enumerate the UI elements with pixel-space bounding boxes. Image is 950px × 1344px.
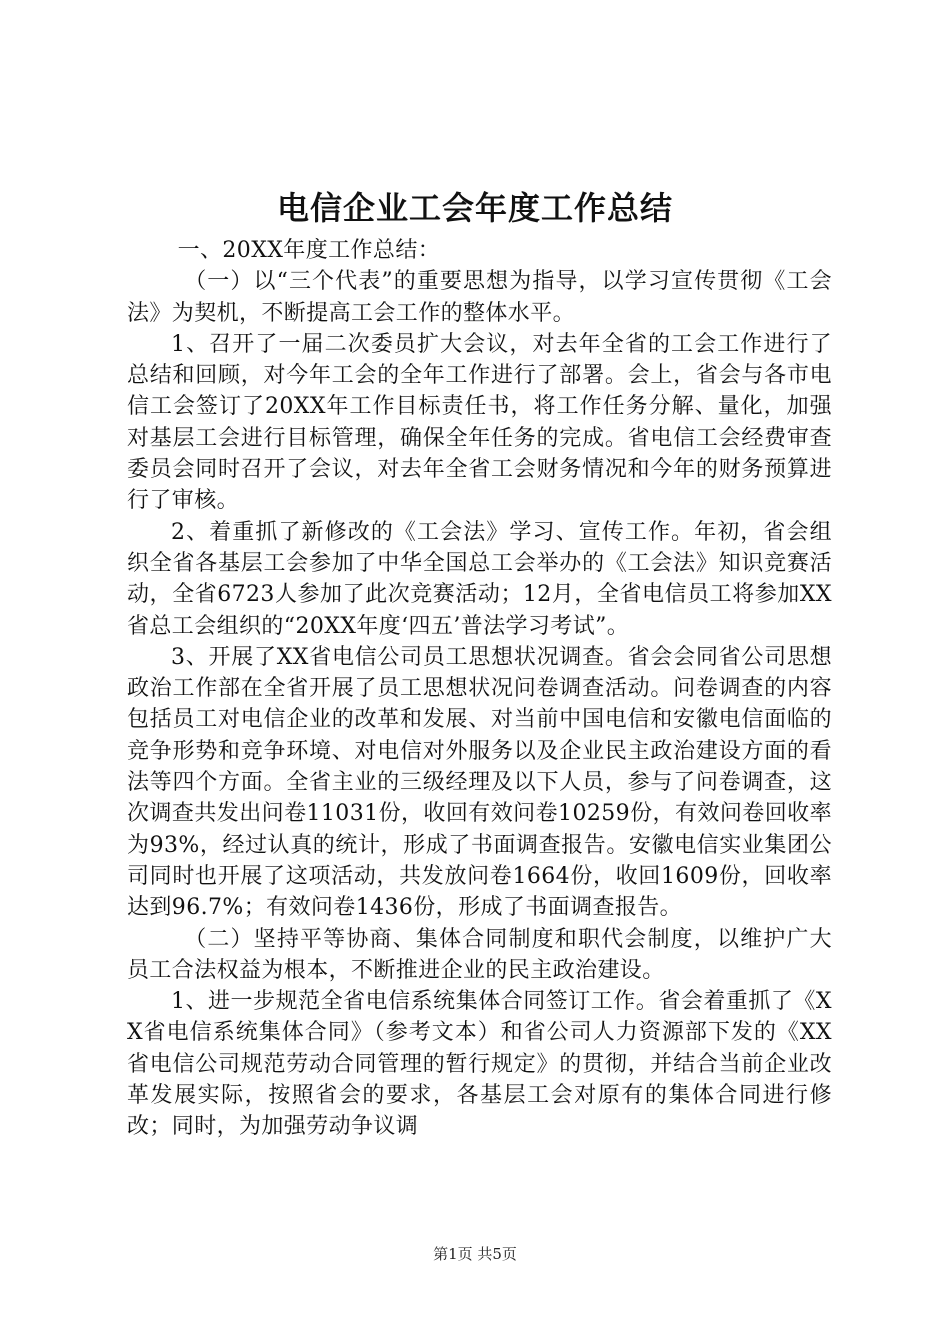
document-title: 电信企业工会年度工作总结 [276,189,673,227]
subsection-heading: （二）坚持平等协商、集体合同制度和职代会制度，以维护广大员工合法权益为根本，不断推进企业的民主政治建设。 [127,926,832,983]
subsection-heading: （一）以“三个代表”的重要思想为指导，以学习宣传贯彻《工会法》为契机，不断提高工会工作的整体水平。 [127,269,832,326]
body-paragraph: 3、开展了XX省电信公司员工思想状况调查。省会会同省公司思想政治工作部在全省开展了员工思想状况问卷调查活动。问卷调查的内容包括员工对电信企业的改革和发展、对当前中国电信和安徽电信面临的竞争形势和竞争环境、对电信对外服务以及企业民主政治建设方面的看法等四个方面。全省主业的三级经理及以下人员，参与了问卷调查，这次调查共发出问卷11031份，收回有效问卷10259份，有效问卷回收率为93%，经过认真的统计，形成了书面调查报告。安徽电信实业集团公司同时也开展了这项活动，共发放问卷1664份，收回1609份，回收率达到96.7%；有效问卷1436份，形成了书面调查报告。 [127,644,832,921]
document-body [127,235,832,1143]
body-paragraph: 1、进一步规范全省电信系统集体合同签订工作。省会着重抓了《XX省电信系统集体合同》（参考文本）和省公司人力资源部下发的《XX省电信公司规范劳动合同管理的暂行规定》的贯彻，并结合当前企业改革发展实际，按照省会的要求，各基层工会对原有的集体合同进行修改；同时，为加强劳动争议调 [127,989,832,1140]
body-paragraph: 1、召开了一届二次委员扩大会议，对去年全省的工会工作进行了总结和回顾，对今年工会的全年工作进行了部署。会上，省会与各市电信工会签订了20XX年工作目标责任书，将工作任务分解、量化，加强对基层工会进行目标管理，确保全年任务的完成。省电信工会经费审查委员会同时召开了会议，对去年全省工会财务情况和今年的财务预算进行了审核。 [127,331,832,514]
section-heading: 一、20XX年度工作总结： [177,238,441,263]
page-number-footer: 第1页 共5页 [433,1245,517,1263]
body-paragraph: 2、着重抓了新修改的《工会法》学习、宣传工作。年初，省会组织全省各基层工会参加了中华全国总工会举办的《工会法》知识竞赛活动，全省6723人参加了此次竞赛活动；12月，全省电信员工将参加XX省总工会组织的“20XX年度‘四五’普法学习考试”。 [127,519,832,639]
